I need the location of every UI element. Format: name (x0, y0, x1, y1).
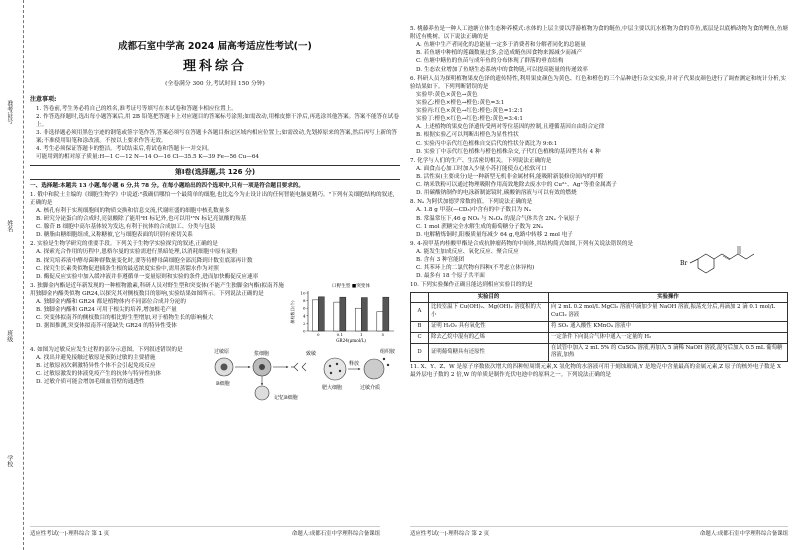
gr24-bar-chart (290, 281, 400, 345)
question-6-cross: 实验乙:橙色×橙色→橙色:黄色=3:1 (416, 99, 505, 106)
question-6-option-a: A. 上述植物的果皮色泽遗传受两对等位基因的控制,且遵循基因自由组合定律 (416, 124, 605, 131)
y-axis-label: 侧枝数目(个) (290, 300, 295, 324)
x-tick-label: 0.1 (336, 331, 344, 337)
margin-label-class: 班级 (5, 330, 13, 342)
question-6-option-d: D. 实验丁中亲代红色植株与橙色植株杂交,子代红色植株的基因型共有 4 种 (416, 148, 601, 155)
bar-wild-type (355, 308, 361, 331)
diagram-label-memory-b-cell: 记忆B细胞 (274, 394, 298, 401)
question-4-option-b: B. 过敏原初次刺激特异性个体不会引起免疫反应 (36, 363, 156, 370)
bar-mutant (318, 297, 324, 331)
question-6-option-c: C. 实验丙中亲代红色植株自交后代的性状分离比为 9:6:1 (416, 140, 558, 147)
question-5-option-a: A. 鱼塘中生产者同化的总能量一定多于消费者和分解者同化的总能量 (416, 42, 586, 49)
question-7-option-d: D. 用碳酸钠制作的电泳新制滤镜时,碳酸钠溶液与可以有效的燃烧 (416, 190, 577, 197)
question-8-option-b: B. 常温常压下,46 g NO₂ 与 N₂O₄ 的混合气体共含 2Nₐ 个氧原子 (416, 215, 580, 222)
question-8-option-d: D. 电解精炼铜时,阳极质量每减少 64 g,电路中转移 2 mol 电子 (416, 231, 573, 238)
page-2-footer-left: 适应性考试(一)·理科综合 第 2 页 (410, 530, 490, 537)
diagram-label-mast-cell: 肥大细胞 (322, 384, 343, 391)
experiment-table (410, 292, 788, 363)
question-6-cross: 实验丁:橙色×红色→红色:橙色:黄色=3:4:1 (416, 116, 523, 123)
page-1-footer-right: 命题人:成都石室中学理科综合备课组 (291, 530, 380, 537)
table-row (411, 321, 788, 332)
question-4-stem: 4. 如图为过敏反应发生过程的部分示意图。下列叙述错误的是 (30, 346, 183, 353)
question-3-stem: 3. 独脚金内酯是近年新发现的一种植物激素,科研人员对野生型和突变体(不能产生独脚金内酯)拟南芥施用独脚金内酯类似物 GR24,以探究其对侧枝数目的影响,实验结果如图所示。下列说法正确的是 (30, 282, 284, 298)
table-header: 实验目的 (429, 292, 549, 303)
exam-title: 成都石室中学高 2024 届高考适应性考试(一) (118, 41, 312, 52)
question-3-option-a: A. 独脚金内酯和 GR24 都是植物体内不同部位合成并分泌的 (36, 299, 187, 306)
question-7-option-b: B. 活性炭(主要成分)是一种新型无机非金属材料,能吸附新装修房间内的甲醛 (416, 173, 604, 180)
question-8-option-a: A. 1.8 g 甲基(—CD₃)中含有的中子数目为 Nₐ (416, 207, 531, 214)
question-6-cross: 实验甲:黄色×黄色→黄色 (416, 91, 478, 98)
question-1-stem: 1. 俄中和院士主编的《细胞生物学》中说道:"我确信哪怕一个最简单的细胞,也比迄今为止设计出的任何智能电脑更精巧。"下列有关细胞结构的叙述,正确的是 (30, 191, 395, 206)
question-2-option-a: A. 探索光合作用的历程中,恩格尔曼的实验需进行黑暗处理,以消耗细胞中原有淀粉 (36, 249, 238, 256)
diagram-label-b-cell: B细胞 (216, 380, 230, 387)
x-tick-label: 1 (360, 331, 363, 337)
diagram-label-release: 释放 (349, 360, 360, 367)
question-7-stem: 7. 化学与人们的生产、生活密切相关。下列说法正确的是 (410, 157, 552, 164)
question-9-block (410, 239, 788, 281)
question-3-option-b: B. 独脚金内酯和 GR24 可用于根尖的培养,增加根毛产量 (36, 307, 177, 314)
diagram-label-sensitized: 致敏 (306, 350, 317, 357)
margin-label-school: 学校 (5, 455, 13, 467)
bar-mutant (383, 297, 389, 331)
table-cell-aim: 证明 H₂O₂ 具有氧化性 (429, 321, 549, 332)
exam-subject: 理科综合 (182, 58, 247, 74)
question-11-stem: 11. X、Y、Z、W 是原子序数依次增大的四种短周期元素,X 氢化物的水溶液可用于刻蚀玻璃,Y 是地壳中含量最高的金属元素,Z 原子的核外电子数是 X 最外层电子数的 2 倍,W 的单质是制作光伏电池中的原料之一。下列说法正确的是 (410, 364, 782, 379)
table-cell-aim: 比较室温下 Cu(OH)₂、Mg(OH)₂ 溶度积的大小 (429, 303, 549, 322)
bar-wild-type (377, 312, 383, 331)
notes-title: 注意事项: (30, 96, 57, 103)
molecule-br-label: Br (680, 259, 688, 267)
bar-wild-type (334, 302, 340, 331)
atomic-mass-note: 可能用到的相对原子质量:H—1 C—12 N—14 O—16 Cl—35.5 K—39 Fe—56 Cu—64 (36, 154, 259, 161)
note-item: 4. 考生必须保证答题卡的整洁。考试结束后,将试卷和答题卡一并交回。 (36, 146, 213, 153)
section-title: 第Ⅰ卷(选择题,共 126 分) (30, 165, 400, 179)
y-tick-label: 2 (302, 320, 306, 326)
molecule-structure-diagram (678, 239, 788, 279)
margin-label-name: 姓名 (5, 220, 13, 232)
question-4-option-d: D. 过敏介质可能会增加毛细血管壁的通透性 (36, 379, 145, 386)
question-1-option-c: C. 腺苷 B 细胞中高尔基体较为发达,有利于抗体的合成加工、分类与包装 (36, 224, 216, 231)
table-cell-operation: 将 SO₂ 通入酸性 KMnO₄ 溶液中 (549, 321, 788, 332)
question-9-option-a: A. 能发生加成反应、氧化反应、聚合反应 (416, 248, 519, 255)
question-8-option-c: C. 1 mol 蔗糖完全水解生成的葡萄糖分子数为 2Nₐ (416, 223, 544, 230)
note-item: 2. 作答选择题时,选出每小题答案后,用 2B 铅笔把答题卡上对应题目的答案标号涂黑;如需改动,用橡皮擦干净后,再选涂其他答案。答案不能答在试卷上。 (36, 113, 399, 128)
question-7-option-a: A. 面食点心加工时加入少量小苏打能使点心松软可口 (416, 165, 547, 172)
diagram-label-histamine: 组织胺 (380, 348, 396, 355)
question-4-option-c: C. 过敏原激发的体液免疫产生的抗体与特异性抗体 (36, 371, 162, 378)
question-3-option-d: D. 据图推测,突变体拟南芥可能缺失 GR24 的特异性受体 (36, 323, 177, 330)
y-tick-label: 4 (302, 313, 306, 319)
y-tick-label: 10 (300, 290, 306, 296)
chart-legend: 口野生型 ■突变体 (332, 283, 370, 289)
question-9-option-d: D. 最多有 18 个原子共平面 (416, 273, 485, 280)
table-cell-operation: 一定条件下向混合气体中通入一定量的 H₂ (549, 332, 788, 343)
allergy-process-diagram (210, 345, 400, 405)
y-tick-label: 0 (302, 328, 306, 334)
table-cell-aim: 证明葡萄糖具有还原性 (429, 343, 549, 362)
x-tick-label: 5 (381, 331, 385, 337)
question-5-option-b: B. 若鱼塘中种植的莲藕数量过多,会造成鲢鱼因食物来源减少而减产 (416, 50, 583, 57)
y-tick-label: 6 (302, 305, 306, 311)
exam-page-1 (30, 24, 400, 524)
table-cell-option: A (411, 303, 429, 322)
question-9-stem: 9. 4-溴甲基肉桂酸甲酯是合成抗肿瘤药物的中间体,其结构简式如图,下列有关说法错误的是 (410, 240, 634, 247)
table-header: 实验操作 (549, 292, 788, 303)
section-instructions: 一、选择题:本题共 13 小题,每小题 6 分,共 78 分。在每小题给出的四个选项中,只有一项是符合题目要求的。 (30, 182, 304, 189)
page-2-footer (410, 526, 788, 542)
table-row (411, 332, 788, 343)
page-1-footer-left: 适应性考试(一)·理科综合 第 1 页 (30, 530, 110, 537)
bar-wild-type (312, 300, 318, 331)
exam-page-2 (410, 24, 788, 524)
table-cell-aim: 除去乙烷中混有的乙烯 (429, 332, 549, 343)
diagram-label-allergen: 过敏原 (214, 348, 230, 355)
question-2-option-c: C. 探究生长素类似物促进插条生根的最适浓度实验中,需用蒸馏水作为对照 (36, 265, 219, 272)
question-6-option-b: B. 根据实验乙可以判断出橙色为显性性状 (416, 132, 519, 139)
question-2-option-d: D. 酶促反应实验中加入缓冲液并非遵循单一变量原则和实验的条件,进而加快酶促反应速率 (36, 273, 259, 280)
question-1-option-d: D. 糖脂由糖细胞组成,又称糖被,它与细胞表面的识别有密切关系 (36, 232, 193, 239)
question-8-stem: 8. Nₐ 为阿伏加德罗常数的值。下列说法正确的是 (410, 199, 533, 206)
note-item: 3. 非选择题必须用黑色字迹的钢笔或签字笔作答,答案必须写在答题卡各题目指定区域内相应位置上;如需改动,先划掉原来的答案,然后再写上新的答案;不准使用铅笔和涂改液。不按以上要求作答无效。 (36, 130, 398, 145)
margin-label-ticket: 准考证号 (5, 100, 13, 124)
table-cell-option: B (411, 321, 429, 332)
table-cell-operation: 向 2 mL 0.2 mol/L MgCl₂ 溶液中滴加少量 NaOH 溶液,振荡充分后,再滴加 2 滴 0.1 mol/L CuCl₂ 溶液 (549, 303, 788, 322)
question-5-option-c: C. 鱼塘中鳝鱼的鱼苗与成年鱼的分布体现了群落的垂直结构 (416, 58, 564, 65)
x-axis-label: GR24(μmol/L) (336, 337, 366, 343)
page-2-footer-right: 命题人:成都石室中学理科综合备课组 (699, 530, 788, 537)
question-3-block (30, 281, 400, 345)
diagram-label-mediator: 过敏介质 (360, 384, 381, 391)
question-10-stem: 10. 下列实验操作正确且能达到相应实验目的的是 (410, 282, 533, 289)
table-cell-option: D (411, 343, 429, 362)
question-3-option-c: C. 突变体拟南芥的侧枝数目的相比野生型增加,对于植物生长的影响极大 (36, 315, 214, 322)
binding-margin (0, 0, 24, 550)
question-5-option-d: D. 生态农业增加了鱼塘生态系统中的食物链,可以提高能量的传递效率 (416, 66, 588, 73)
table-header-row (411, 292, 788, 303)
table-row (411, 303, 788, 322)
y-tick-label: 8 (302, 298, 306, 304)
table-cell-operation: 在试管中加入 2 mL 5% 的 CuSO₄ 溶液,再加入 5 滴稀 NaOH 溶液,混匀后加入 0.5 mL 葡萄糖溶液,加热 (549, 343, 788, 362)
table-header (411, 292, 429, 303)
question-1-option-b: B. 研究分泌蛋白的合成时,亮氨酸除了能用³H 标记外,也可以用¹⁵N 标记亮氨酸的羧基 (36, 216, 247, 223)
question-7-option-c: C. 纳米铁粉可以通过物理吸附作用高效地除去废水中的 Cu²⁺、Ag⁺等重金属离子 (416, 182, 617, 189)
diagram-label-plasma-cell: 浆细胞 (254, 350, 270, 357)
exam-meta: (全卷满分 300 分,考试时间 150 分钟) (165, 80, 265, 87)
question-2-stem: 2. 实验是生物学研究的重要手段。下列关于生物学实验探究的叙述,正确的是 (30, 241, 218, 248)
question-9-option-b: B. 含有 3 种官能团 (416, 257, 465, 264)
question-6-cross: 实验丙:红色×黄色→红色:橙色:黄色=1:2:1 (416, 108, 523, 115)
question-1-option-a: A. 核孔有利于实现细胞间的物质交换和信息交流,代谢旺盛的细胞中核孔数量多 (36, 207, 230, 214)
question-9-option-c: C. 其苯环上的二氯代物有四种(不考虑立体异构) (416, 265, 535, 272)
table-cell-option: C (411, 332, 429, 343)
bar-mutant (361, 297, 367, 330)
question-5-stem: 5. 桃藤养鱼是一种人工池塘立体生态种养模式:水体的上层主要以浮游植物为食的鲢鱼,中层主要以沉水植物为食的草鱼,底层是以底栖动物为食的鲤鱼,鱼塘附近有桃树。以下说法正确的是 (410, 26, 788, 41)
question-2-option-b: B. 探究培养液中酵母菌种群数量变化时,要等待酵母菌细胞全部沉降到计数室底部再计数 (36, 257, 253, 264)
question-4-block (30, 345, 400, 405)
bar-mutant (340, 297, 346, 331)
question-4-option-a: A. 找出并避免接触过敏原是预防过敏的主要措施 (36, 355, 156, 362)
page-1-footer (30, 526, 380, 542)
x-tick-label: 0 (317, 331, 320, 337)
question-6-stem: 6. 科研人员为探明植物果皮色泽的遗传特性,利用果皮颜色为黄色、红色和橙色的三个品种进行杂交实验,并对子代果皮颜色进行了调查测定和统计分析,实验结果如下。下列判断错误的是 (410, 75, 787, 90)
note-item: 1. 答卷前,考生务必将自己的姓名,准考证号等填写在本试卷和答题卡相应位置上。 (36, 105, 237, 112)
table-row (411, 343, 788, 362)
